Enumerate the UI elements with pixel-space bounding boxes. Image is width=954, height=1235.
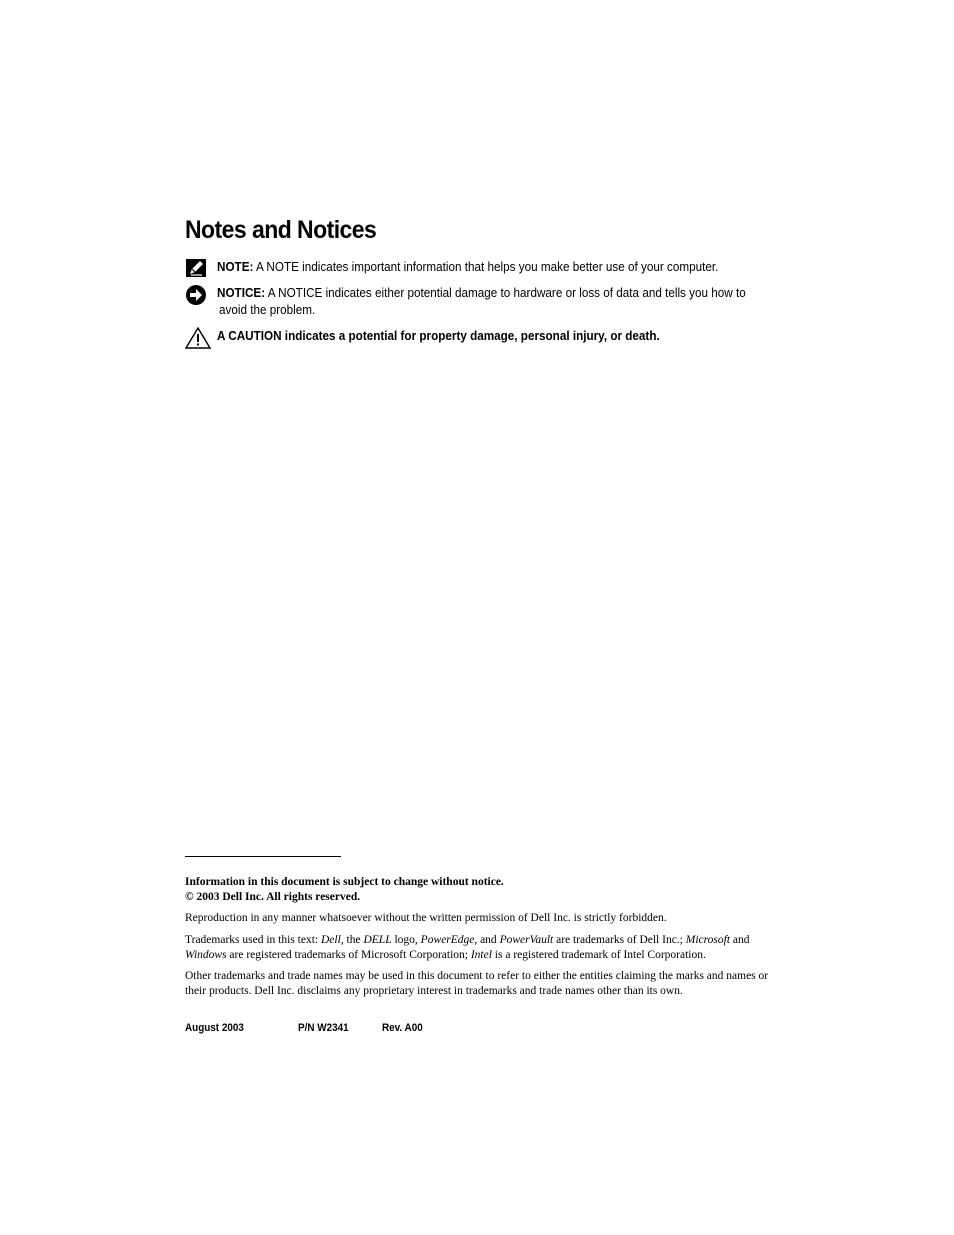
tm-windows: Windows bbox=[185, 948, 227, 961]
trademarks-notice bbox=[185, 933, 825, 962]
other-trademarks-notice bbox=[185, 969, 825, 998]
note-pencil-icon bbox=[185, 258, 207, 282]
tm-powervault: PowerVault bbox=[499, 934, 554, 946]
tm-text: , and bbox=[474, 934, 500, 946]
tm-microsoft: Microsoft bbox=[685, 934, 731, 946]
tm-text: are trademarks of Dell Inc.; bbox=[553, 934, 686, 946]
publication-date: August 2003 bbox=[185, 1022, 244, 1034]
other-trademarks-line-2: their products. Dell Inc. disclaims any proprietary interest in trademarks and trade names other than its own. bbox=[185, 984, 683, 997]
footnote-divider bbox=[185, 856, 341, 857]
tm-text: are registered trademarks of Microsoft Corporation; bbox=[226, 948, 471, 961]
legal-notice bbox=[185, 875, 825, 904]
tm-text: and bbox=[730, 934, 750, 946]
caution-triangle-icon bbox=[185, 327, 211, 353]
caution-text: A CAUTION indicates a potential for property damage, personal injury, or death. bbox=[217, 328, 660, 343]
tm-dell-logo: DELL bbox=[363, 934, 392, 946]
notice-text: A NOTICE indicates either potential damage to hardware or loss of data and tells you how to bbox=[265, 285, 746, 300]
note-text: A NOTE indicates important information that helps you make better use of your computer. bbox=[253, 259, 719, 274]
notice-label: NOTICE: bbox=[217, 285, 266, 300]
reproduction-notice: Reproduction in any manner whatsoever without the written permission of Dell Inc. is strictly forbidden. bbox=[185, 912, 667, 924]
tm-text: logo, bbox=[391, 934, 421, 946]
other-trademarks-line-1: Other trademarks and trade names may be used in this document to refer to either the entities claiming the marks and names or bbox=[185, 970, 769, 982]
tm-intel: Intel bbox=[470, 948, 492, 961]
page-title: Notes and Notices bbox=[185, 216, 377, 244]
legal-line-1: Information in this document is subject to change without notice. bbox=[185, 876, 504, 888]
copyright-line: © 2003 Dell Inc. All rights reserved. bbox=[185, 890, 361, 903]
tm-text: Trademarks used in this text: bbox=[185, 934, 321, 946]
revision: Rev. A00 bbox=[382, 1022, 423, 1034]
tm-dell: Dell bbox=[320, 934, 341, 946]
tm-text: , the bbox=[340, 934, 364, 946]
notice-arrow-icon bbox=[185, 284, 207, 310]
tm-poweredge: PowerEdge bbox=[420, 934, 475, 946]
note-label: NOTE: bbox=[217, 259, 254, 274]
notice-text-continued: avoid the problem. bbox=[219, 302, 316, 317]
tm-text: is a registered trademark of Intel Corporation. bbox=[491, 948, 706, 961]
part-number: P/N W2341 bbox=[298, 1022, 349, 1034]
